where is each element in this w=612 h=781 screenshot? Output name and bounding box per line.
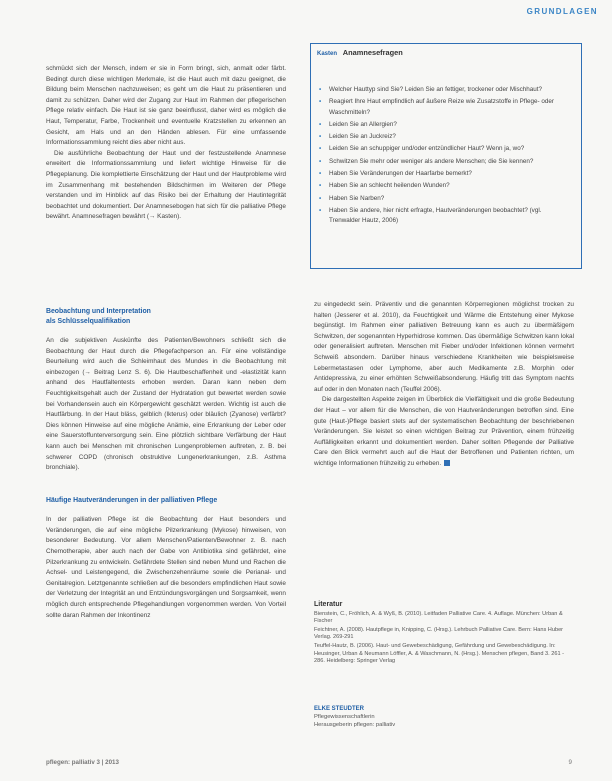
- literature-section: [314, 601, 576, 667]
- bullet-icon: •: [319, 98, 322, 106]
- bullet-icon: •: [319, 206, 322, 214]
- section-heading: Beobachtung und Interpretation als Schlüsselqualifikation: [46, 308, 151, 325]
- left-column-bottom: [46, 307, 286, 621]
- page-number: 9: [568, 759, 572, 766]
- body-paragraph: schmückt sich der Mensch, indem er sie in Form bringt, sich, anmalt oder färbt. Bedingt durch diese wichtigen Merkmale, ist die Haut auch mit dazu geeignet, die Bildung beim Menschen nachzuweisen; es geht um die Haut zu präsentieren und damit zu schützen. Daher wird der Zugang zur Haut im Rahmen der pflegerischen Pflege relativ einfach. Die Haut ist sie ganz beeinflusst, daher wird es möglich die Haut, Temperatur, Farbe, Trockenheit und eventuelle Kratzstellen zu erkennen an Gesicht, am Hals und an den Händen ablesen. Für eine umfassende Informationssammlung reicht dies aber nicht aus.: [46, 65, 286, 147]
- list-item: • Haben Sie an schlecht heilenden Wunden?: [319, 181, 574, 191]
- body-paragraph: In der palliativen Pflege ist die Beobachtung der Haut besonders und Veränderungen, die auf eine mögliche Pilzerkrankung (Mykose) hinweisen, von besonderer Bedeutung. Vor allem Menschen/Patienten/Bewohner z. B. nach Chemotherapie, aber auch nach der Gabe von Antibiotika sind gefährdet, eine Pilzerkrankung zu entwickeln. Gefährdete Stellen sind neben Mund und Rachen die Achsel- und Leistengegend, die Zwischenzehenräume sowie die Perianal- und Genitalregion. Letztgenannte schließen auf die besonders empfindlichen Haut sowie der Verletzung der Integrität an und Entzündungsvorgängen und Sorgsamkeit, wenn möglich durch entsprechende Pflegehandlungen vorgenommen werden. Von Vorteil sollte daran Rahmen der Inkontinenz: [46, 516, 286, 619]
- footer-journal: pflegen: palliativ 3 | 2013: [46, 759, 119, 766]
- body-paragraph: Die ausführliche Beobachtung der Haut und der festzustellende Anamnese erweitert die Informationssammlung und liefert wichtige Hinweise für die Pflegeplanung. Die komplettierte Einschätzung der Haut und der Hautprobleme wird im Zusammenhang mit bestehenden Bildschirmen im Weiteren der Pflege verstanden und im Hinblick auf das Risiko bei der Erhaltung der Hautintegrität beobachtet und dokumentiert. Der Anamnesebogen hat sich für die palliative Pflege bewährt. Anamnesefragen bewährt (→ Kasten).: [46, 149, 286, 221]
- left-column-top: [46, 64, 286, 223]
- body-paragraph: An die subjektiven Auskünfte des Patienten/Bewohners schließt sich die Beobachtung der Haut durch die Pflegefachperson an. Für eine vollständige Beurteilung wird auch die Schleimhaut des Mundes in die Beobachtung mit einbezogen (→ Beitrag Lenz S. 6). Die Hautbeschaffenheit und -elastizität kann anhand des Hautfaltentests erhoben werden. Daran kann neben dem Feuchtigkeitsgehalt auch der Zustand der Hydratation gut bewertet werden sowie bei Vorhandensein auch ein Körpergewicht geschätzt werden. Wichtig ist auch die Hautfärbung. In der Haut bläss, gelblich (Ikterus) oder bläulich (Zyanose) verfärbt? Dies können Hinweise auf eine mögliche Anämie, eine Erkrankung der Leber oder eine Sauerstoffunterversorgung sein. Eine plötzlich sichtbare Verfärbung der Haut kann auch bei Menschen mit chronischen Lungenproblemen auftreten, z. B. bei schwerer COPD (chronisch obstruktive Lungenerkrankungen, z.B. Asthma bronchiale).: [46, 337, 286, 472]
- list-item: • Welcher Hauttyp sind Sie? Leiden Sie an fettiger, trockener oder Mischhaut?: [319, 85, 574, 95]
- literature-entry: Teuffel-Hautz, B. (2006). Haut- und Gewebeschädigung, Gefährdung und Gewebeschädigung. In: Heusinger, Urban & Neumann Löffler, A. & Waschmann, N. (Hrsg.). Menschen pflegen, Band 3. 261 - 286. Heidelberg: Springer Verlag: [314, 642, 564, 665]
- literature-title: Literatur: [314, 601, 343, 608]
- literature-entry: Bienstein, C., Fröhlich, A. & Wyß, B. (2010). Leitfaden Palliative Care. 4. Auflage. München: Urban & Fischer: [314, 610, 563, 625]
- body-paragraph: zu eingedeckt sein. Präventiv und die genannten Körperregionen möglichst trocken zu halten (Jesserer et al. 2010), da Feuchtigkeit und Wärme die Entstehung einer Mykose begünstigt. Im Rahmen einer palliativen Betreuung kann es auch zu übermäßigem Schwitzen, der sogenannten Hyperhidrose kommen. Das übermäßige Schwitzen kann lokal oder generalisiert auftreten. Menschen mit Fieber und/oder Infektionen können vermehrt Schweiß absondern. Darüber hinaus verschiedene Krankheiten wie beispielsweise Lebermetastasen oder Lymphome, aber auch Medikamente z.B. Morphin oder Antidepressiva, zu einer erhöhten Schweißabsonderung. Häufig tritt das Symptom nachts auf oder in den Monaten nach (Teuffel 2006).: [314, 301, 574, 393]
- box-title: Anamnesefragen: [342, 48, 403, 57]
- bullet-icon: •: [319, 120, 322, 128]
- author-block: [314, 706, 574, 729]
- section-label: GRUNDLAGEN: [526, 7, 598, 16]
- list-item: • Reagiert Ihre Haut empfindlich auf äußere Reize wie Zusatzstoffe in Pflege- oder Waschmitteln?: [319, 98, 554, 116]
- body-paragraph: Die dargestellten Aspekte zeigen im Überblick die Vielfältigkeit und die große Bedeutung der Haut – vor allem für die Menschen, die von Hautveränderungen betroffen sind. Eine gute (Haut-)Pflege basiert stets auf der systematischen Beobachtung der beschriebenen Veränderungen. Sie leistet so einen wichtigen Beitrag zur Prävention, einem frühzeitig Auffälligkeiten erkannt und dokumentiert werden. Daher sollten Pflegende der Palliative Care den Blick vermehrt auch auf die Haut der Betroffenen und Patienten richten, um wichtige Informationen frühzeitig zu erheben.: [314, 396, 574, 467]
- author-role: Herausgeberin pflegen: palliativ: [314, 721, 396, 728]
- list-item: • Leiden Sie an Allergien?: [319, 120, 574, 130]
- right-column-body: [314, 300, 574, 470]
- bullet-icon: •: [319, 145, 322, 153]
- bullet-icon: •: [319, 157, 322, 165]
- list-item: • Schwitzen Sie mehr oder weniger als andere Menschen; die Sie kennen?: [319, 157, 574, 167]
- author-role: Pflegewissenschaftlerin: [314, 713, 375, 720]
- list-item: • Haben Sie Narben?: [319, 194, 574, 204]
- bullet-icon: •: [319, 170, 322, 178]
- box-header: [317, 48, 403, 57]
- list-item: • Haben Sie Veränderungen der Haarfarbe bemerkt?: [319, 169, 574, 179]
- bullet-icon: •: [319, 133, 322, 141]
- list-item: • Leiden Sie an schuppiger und/oder entzündlicher Haut? Wenn ja, wo?: [319, 144, 574, 154]
- end-mark-icon: [444, 460, 450, 466]
- section-heading: Häufige Hautveränderungen in der palliativen Pflege: [46, 496, 218, 504]
- literature-entry: Feichtner, A. (2008). Hautpflege in, Knipping, C. (Hrsg.). Lehrbuch Palliative Care. Bern: Hans Huber Verlag. 269-291: [314, 626, 564, 641]
- bullet-icon: •: [319, 182, 322, 190]
- anamnesis-box: [310, 43, 582, 269]
- list-item: • Leiden Sie an Juckreiz?: [319, 132, 574, 142]
- author-name: ELKE STEUDTER: [314, 706, 365, 712]
- box-tag: Kasten: [317, 51, 338, 57]
- question-list: [319, 85, 574, 229]
- bullet-icon: •: [319, 194, 322, 202]
- list-item: • Haben Sie andere, hier nicht erfragte, Hautveränderungen beobachtet? (vgl. Trenwalder Hautz, 2006): [319, 206, 542, 225]
- bullet-icon: •: [319, 86, 322, 93]
